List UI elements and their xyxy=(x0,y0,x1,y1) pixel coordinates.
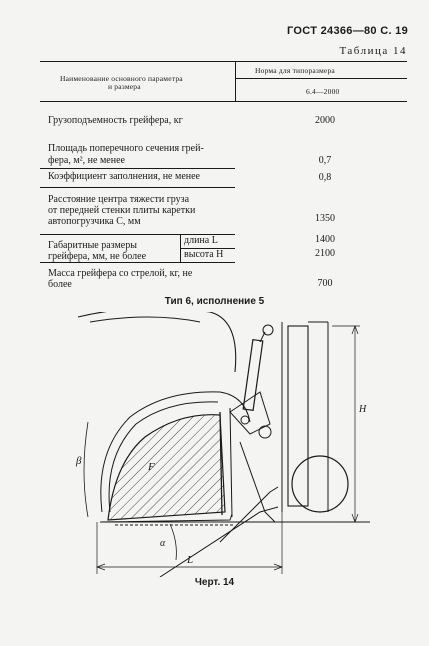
row-label: фера, м², не менее xyxy=(48,155,125,166)
row-sublabel: длина L xyxy=(184,235,218,246)
row-label: Площадь поперечного сечения грей- xyxy=(48,143,204,154)
row-value: 1400 xyxy=(315,234,335,245)
row-label: Масса грейфера со стрелой, кг, не xyxy=(48,268,193,279)
col2-header-top: Норма для типоразмера xyxy=(255,66,335,75)
row-value: 2100 xyxy=(315,248,335,259)
row-value: 0,8 xyxy=(318,172,332,183)
grapple-drawing xyxy=(60,312,380,577)
col2-header-sub: 6.4—2000 xyxy=(306,87,340,96)
row-label: Расстояние центра тяжести груза xyxy=(48,194,190,205)
col1-header-line1: Наименование основного параметра xyxy=(60,74,183,83)
label-F: F xyxy=(148,461,155,473)
row-label: более xyxy=(48,279,72,290)
label-alpha: α xyxy=(160,538,166,549)
col1-header-line2: и размера xyxy=(108,82,141,91)
figure-title: Тип 6, исполнение 5 xyxy=(164,296,265,307)
row-label: Коэффициент заполнения, не менее xyxy=(48,171,200,182)
row-sublabel: высота H xyxy=(184,249,224,260)
row-label: грейфера, мм, не более xyxy=(48,251,147,262)
row-value: 0,7 xyxy=(318,155,332,166)
column-divider xyxy=(235,61,236,101)
table-header-rule xyxy=(40,101,407,102)
figure-caption: Черт. 14 xyxy=(194,577,235,588)
row-value: 2000 xyxy=(315,115,335,126)
table-caption: Таблица 14 xyxy=(339,45,407,57)
row-label: от передней стенки плиты каретки xyxy=(48,205,196,216)
row-value: 700 xyxy=(317,278,333,289)
row-rule xyxy=(40,168,235,169)
row-label: Грузоподъемность грейфера, кг xyxy=(48,115,183,126)
label-beta: β xyxy=(76,455,82,467)
subheader-rule xyxy=(236,78,407,79)
page-header: ГОСТ 24366—80 С. 19 xyxy=(287,25,408,37)
row-label: Габаритные размеры xyxy=(48,240,137,251)
table-top-rule xyxy=(40,61,407,62)
label-L: L xyxy=(187,554,194,566)
row-value: 1350 xyxy=(315,213,335,224)
row-label: автопогрузчика C, мм xyxy=(48,216,141,227)
row-rule xyxy=(40,187,235,188)
load-area xyxy=(108,415,225,520)
label-H: H xyxy=(359,404,367,415)
